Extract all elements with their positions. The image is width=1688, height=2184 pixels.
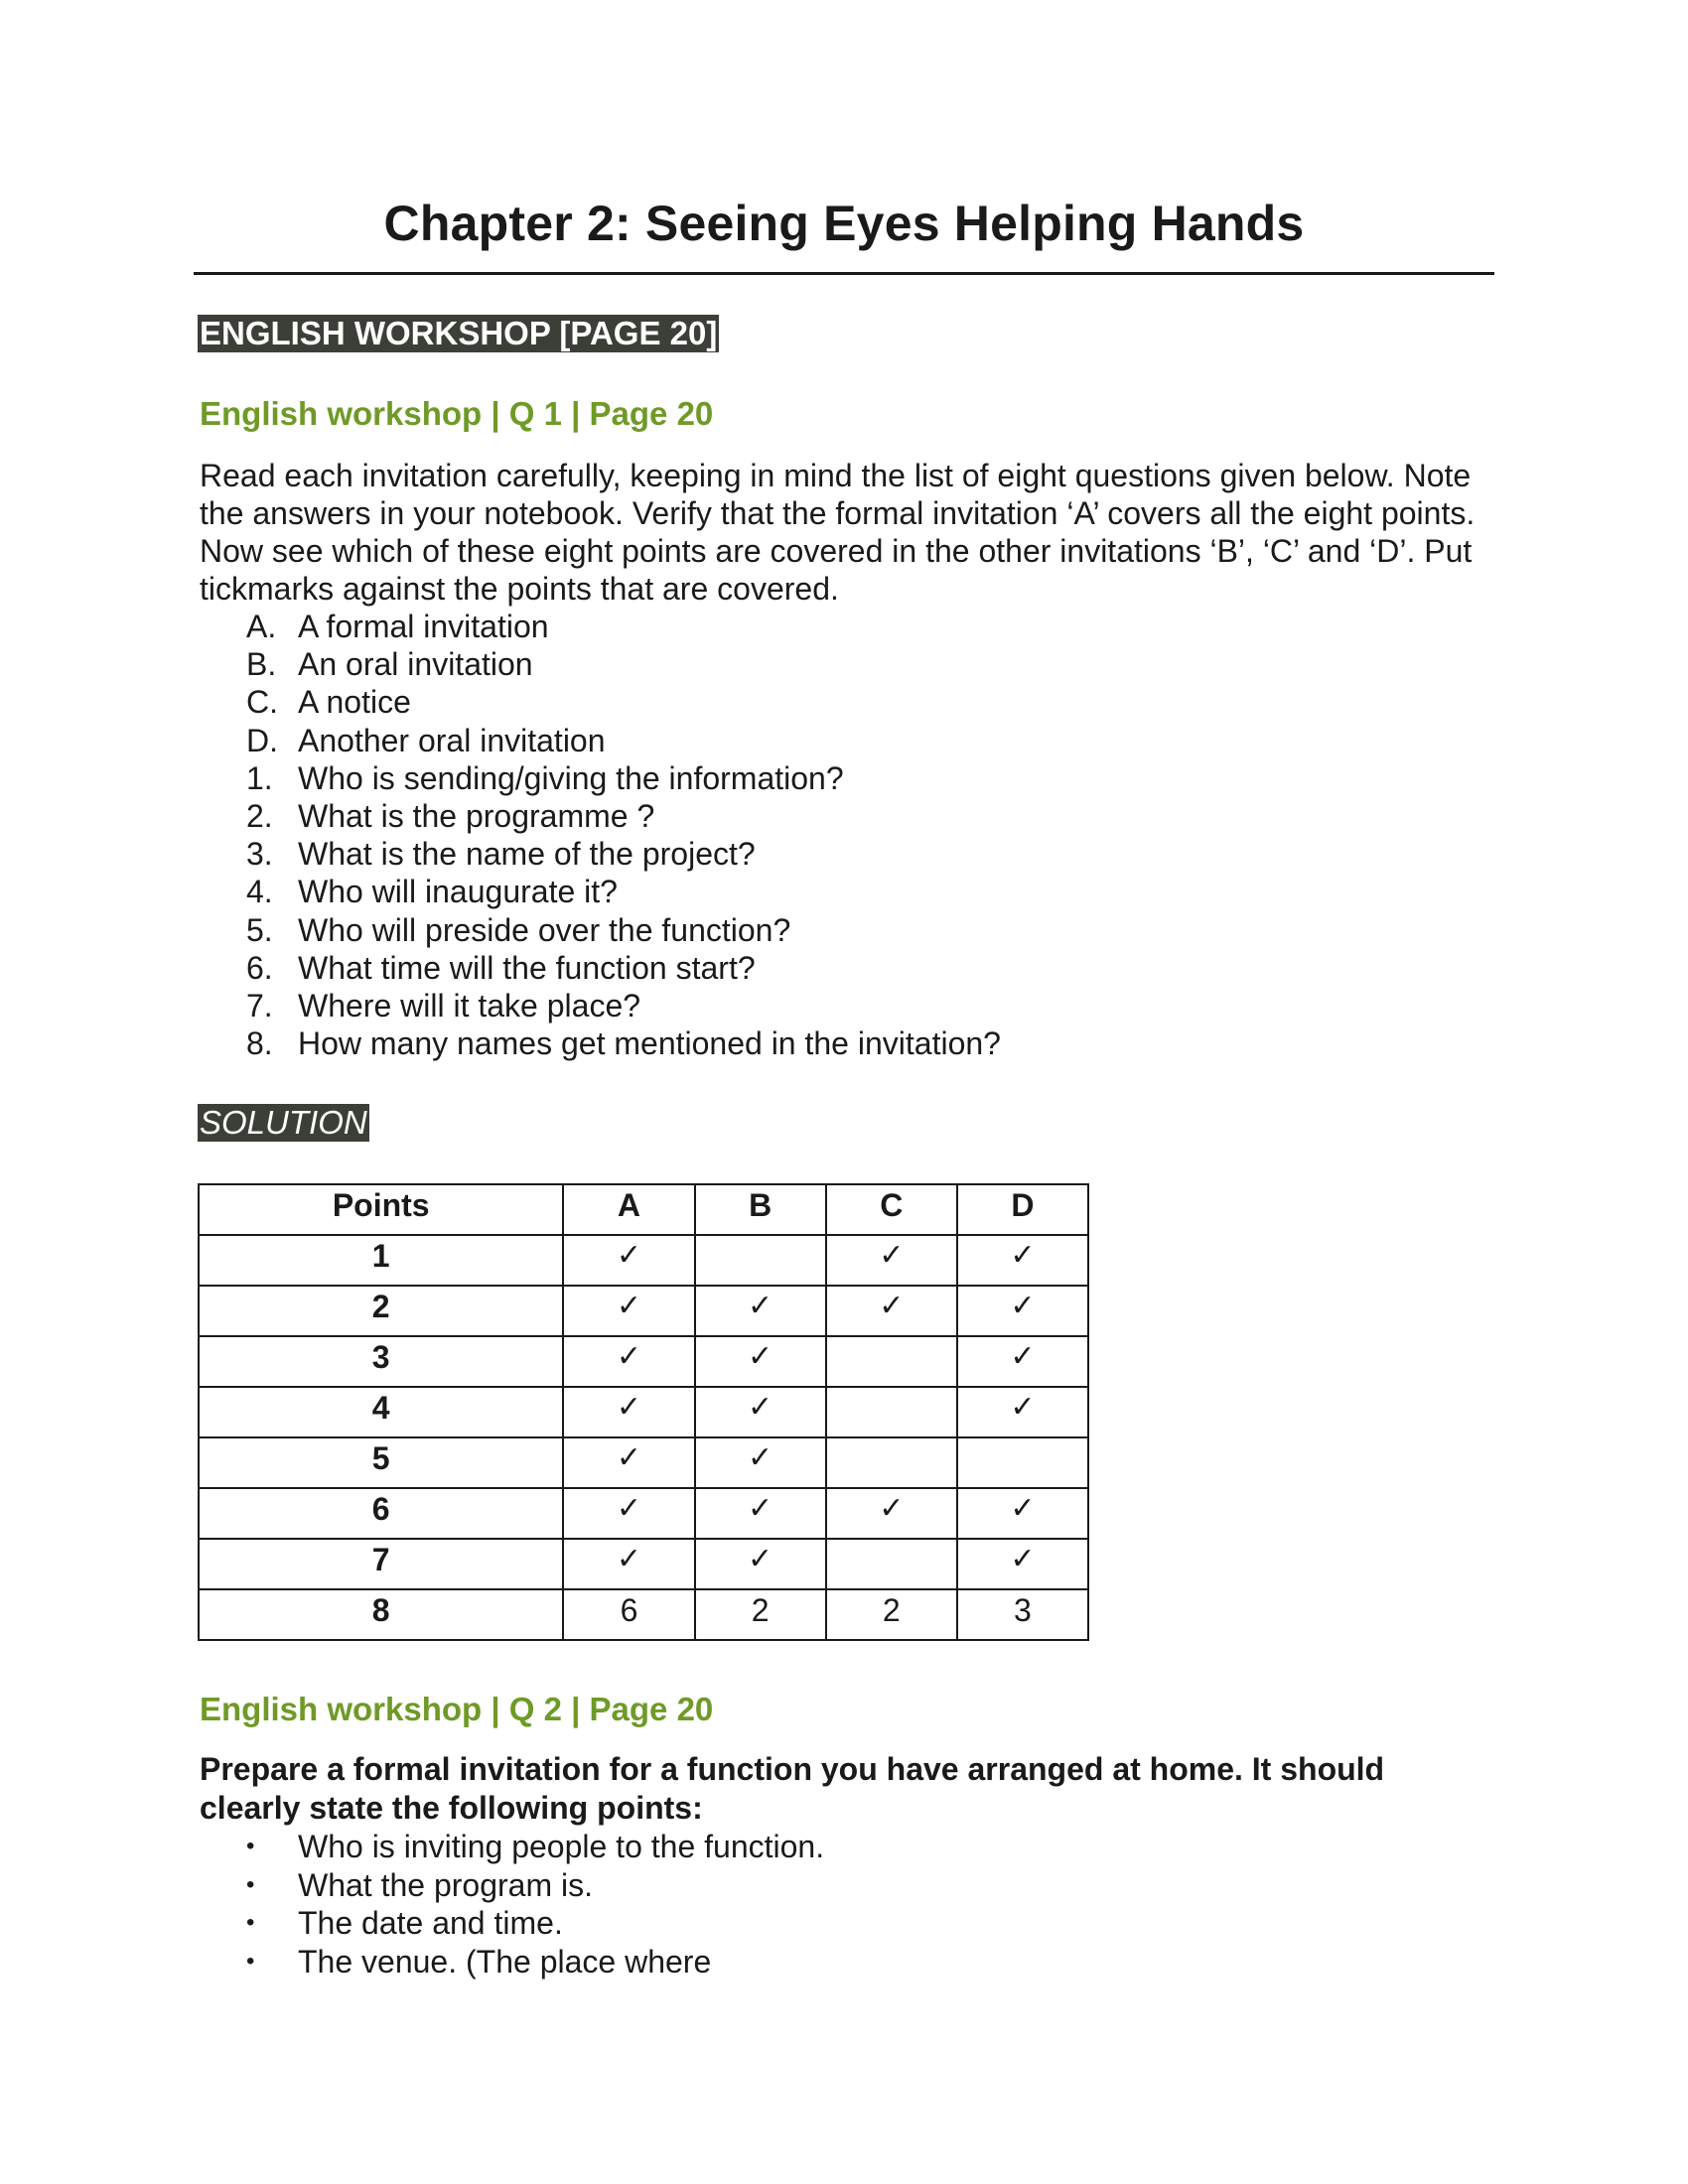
table-cell: ✓ (695, 1488, 826, 1539)
table-cell (826, 1539, 957, 1589)
list-text: A notice (298, 684, 411, 721)
table-cell (826, 1336, 957, 1387)
table-row (199, 1488, 1088, 1539)
table-cell: 2 (199, 1286, 563, 1336)
list-marker: 2. (246, 798, 273, 835)
invitation-item (246, 645, 1001, 683)
bullet-item (246, 1904, 824, 1943)
list-text: A formal invitation (298, 609, 549, 644)
list-marker: B. (246, 646, 277, 683)
table-cell: ✓ (957, 1488, 1088, 1539)
table-cell: ✓ (957, 1387, 1088, 1437)
bullet-marker: • (246, 1833, 255, 1859)
question-item (246, 797, 1001, 835)
table-cell: ✓ (957, 1235, 1088, 1286)
list-marker: 7. (246, 988, 273, 1024)
list-text: What is the name of the project? (298, 836, 756, 873)
table-row (199, 1286, 1088, 1336)
table-cell: 4 (199, 1387, 563, 1437)
q1-heading: English workshop | Q 1 | Page 20 (200, 395, 714, 432)
question-item (246, 949, 1001, 987)
table-row (199, 1336, 1088, 1387)
q2-prompt: Prepare a formal invitation for a function you have arranged at home. It should clearly state the following points: (200, 1751, 1385, 1826)
table-cell: 5 (199, 1437, 563, 1488)
bullet-text: The date and time. (298, 1905, 563, 1941)
table-cell: ✓ (563, 1286, 694, 1336)
table-cell: ✓ (957, 1336, 1088, 1387)
list-marker: D. (246, 722, 278, 758)
list-marker: 8. (246, 1025, 273, 1062)
solution-label: SOLUTION (200, 1104, 367, 1141)
list-marker: 5. (246, 911, 273, 948)
bullet-item (246, 1943, 824, 1981)
table-cell: 6 (199, 1488, 563, 1539)
list-text: How many names get mentioned in the invitation? (298, 1025, 1001, 1062)
table-cell (826, 1387, 957, 1437)
table-cell: ✓ (563, 1488, 694, 1539)
list-text: Who is sending/giving the information? (298, 759, 844, 796)
solution-table (198, 1183, 1089, 1641)
table-cell: ✓ (957, 1539, 1088, 1589)
table-cell (826, 1437, 957, 1488)
title-divider (194, 272, 1494, 275)
table-row (199, 1235, 1088, 1286)
table-cell (695, 1235, 826, 1286)
list-marker: 6. (246, 949, 273, 986)
workshop-section-label: ENGLISH WORKSHOP [PAGE 20] (200, 315, 718, 351)
question-item (246, 911, 1001, 949)
table-cell: 3 (199, 1336, 563, 1387)
list-text: What is the programme ? (298, 798, 655, 835)
table-cell: ✓ (695, 1286, 826, 1336)
column-header: Points (199, 1184, 563, 1235)
table-cell: 6 (563, 1589, 694, 1640)
table-cell: ✓ (695, 1437, 826, 1488)
table-row (199, 1539, 1088, 1589)
table-row (199, 1437, 1088, 1488)
table-cell: 2 (826, 1589, 957, 1640)
list-text: Another oral invitation (298, 722, 606, 758)
table-cell: ✓ (695, 1336, 826, 1387)
invitation-item (246, 722, 1001, 759)
list-marker: A. (246, 609, 277, 644)
column-header: D (957, 1184, 1088, 1235)
table-cell: ✓ (563, 1235, 694, 1286)
bullet-marker: • (246, 1870, 255, 1898)
table-cell: ✓ (563, 1336, 694, 1387)
bullet-item (246, 1828, 824, 1866)
bullet-item (246, 1866, 824, 1905)
table-cell: 2 (695, 1589, 826, 1640)
invitation-item (246, 608, 1001, 645)
q1-instructions: Read each invitation carefully, keeping in mind the list of eight questions given below. Note the answers in your notebook. Verify that the formal invitation ‘A’ covers all the eight points. Now see which of these eight points are covered in the other invitations ‘B’, ‘C’ and ‘D’. Put tickmarks against the points that are covered. (200, 458, 1476, 607)
question-item (246, 1024, 1001, 1062)
table-cell: ✓ (826, 1488, 957, 1539)
q2-bullet-list (246, 1828, 824, 1980)
column-header: A (563, 1184, 694, 1235)
bullet-marker: • (246, 1947, 255, 1975)
table-cell: ✓ (563, 1437, 694, 1488)
list-marker: 1. (246, 759, 273, 796)
table-row (199, 1589, 1088, 1640)
table-cell: ✓ (563, 1387, 694, 1437)
table-cell: ✓ (695, 1539, 826, 1589)
table-row (199, 1387, 1088, 1437)
invitation-item (246, 683, 1001, 721)
table-cell: 7 (199, 1539, 563, 1589)
table-cell: 8 (199, 1589, 563, 1640)
column-header: B (695, 1184, 826, 1235)
list-text: Where will it take place? (298, 988, 641, 1024)
q2-heading: English workshop | Q 2 | Page 20 (200, 1691, 714, 1727)
table-cell: 1 (199, 1235, 563, 1286)
table-cell: 3 (957, 1589, 1088, 1640)
question-item (246, 835, 1001, 873)
bullet-marker: • (246, 1909, 255, 1936)
bullet-text: Who is inviting people to the function. (298, 1829, 825, 1864)
list-text: An oral invitation (298, 646, 533, 683)
table-cell: ✓ (826, 1235, 957, 1286)
bullet-text: The venue. (The place where (298, 1943, 712, 1979)
list-marker: 3. (246, 836, 273, 873)
table-header-row (199, 1184, 1088, 1235)
list-text: What time will the function start? (298, 949, 756, 986)
table-cell: ✓ (563, 1539, 694, 1589)
question-item (246, 987, 1001, 1024)
table-cell: ✓ (826, 1286, 957, 1336)
list-text: Who will preside over the function? (298, 911, 791, 948)
list-marker: 4. (246, 874, 273, 910)
table-cell: ✓ (695, 1387, 826, 1437)
list-text: Who will inaugurate it? (298, 874, 618, 910)
bullet-text: What the program is. (298, 1866, 593, 1903)
question-item (246, 873, 1001, 910)
page-title: Chapter 2: Seeing Eyes Helping Hands (383, 196, 1305, 251)
list-marker: C. (246, 684, 278, 721)
table-cell (957, 1437, 1088, 1488)
table-cell: ✓ (957, 1286, 1088, 1336)
q1-list (246, 608, 1001, 1062)
column-header: C (826, 1184, 957, 1235)
question-item (246, 759, 1001, 797)
